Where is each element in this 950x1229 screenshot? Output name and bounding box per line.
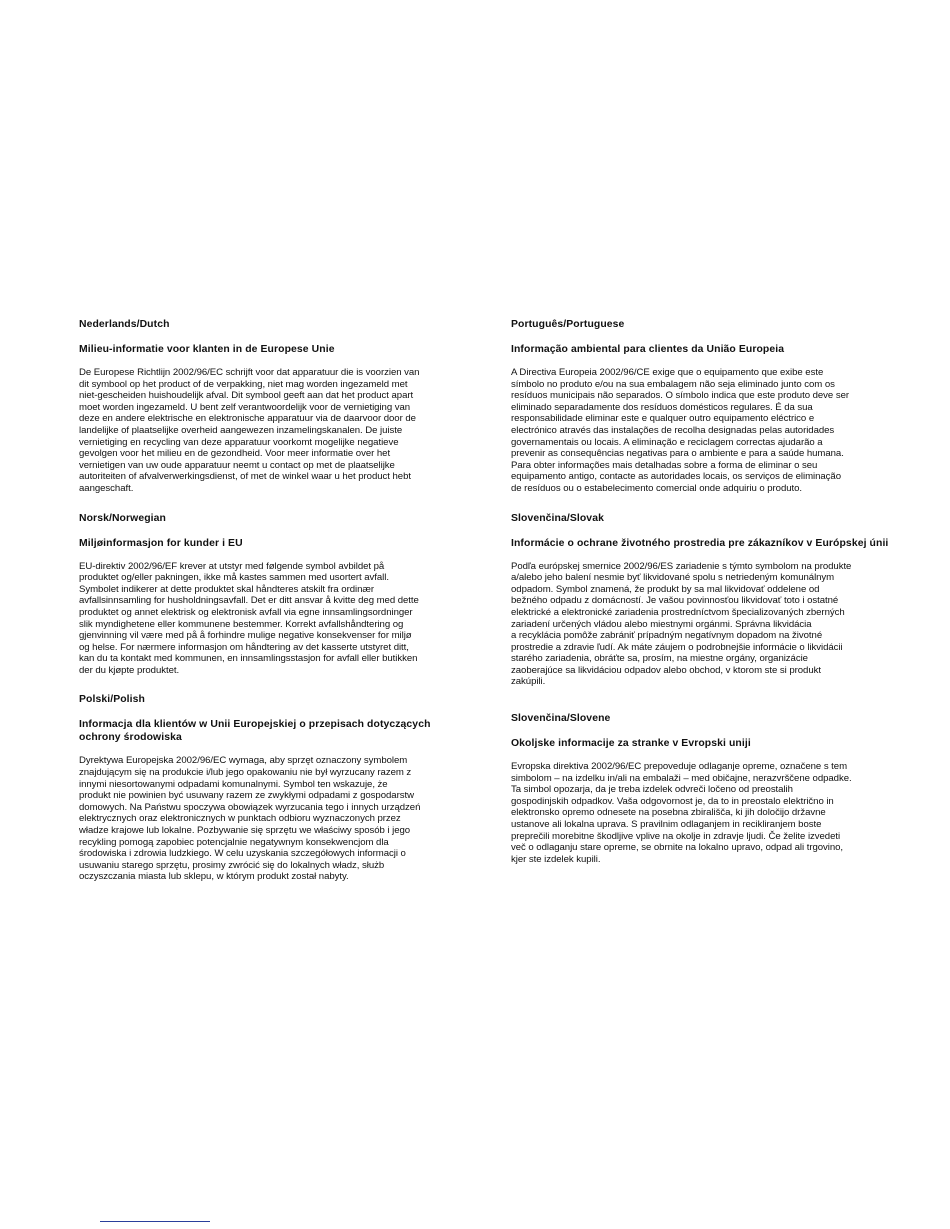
section-body: Podľa európskej smernice 2002/96/ES zariadenie s týmto symbolom na produkte a/alebo jeho balení nesmie byť likvidované spolu s netriedeným komunálnym odpadom. Symbol znamená, že produkt by sa mal likvidovať oddelene od bežného odpadu z domácností. Je vašou povinnosťou likvidovať toto i ostatné elektrické a elektronické zariadenia prostredníctvom špecializovaných zberných zariadení určených vládou alebo miestnymi orgánmi. Správna likvidácia a recyklácia pomôže zabrániť prípadným negatívnym dopadom na životné prostredie a zdravie ľudí. Ak máte záujem o podrobnejšie informácie o likvidácii starého zariadenia, obráťte sa, prosím, na miestne orgány, organizácie zaoberajúce sa likvidáciou odpadov alebo obchod, v ktorom ste si produkt zakúpili.: [511, 560, 852, 688]
section-slovene: [511, 712, 895, 865]
section-body: Dyrektywa Europejska 2002/96/EC wymaga, aby sprzęt oznaczony symbolem znajdującym się na produkcie i/lub jego opakowaniu nie był wyrzucany razem z innymi niesortowanymi odpadami komunalnymi. Symbol ten wskazuje, że produkt nie powinien być usuwany razem ze zwykłymi odpadami z gospodarstw domowych. Na Państwu spoczywa obowiązek wyrzucania tego i innych urządzeń elektrycznych oraz elektronicznych w punktach odbioru wyznaczonych przez władze krajowe lub lokalne. Pozbywanie się sprzętu we właściwy sposób i jego recykling pomogą zapobiec potencjalnie negatywnym konsekwencjom dla środowiska i zdrowia ludzkiego. W celu uzyskania szczegółowych informacji o usuwaniu starego sprzętu, prosimy zwrócić się do lokalnych władz, służb oczyszczania miasta lub sklepu, w którym produkt został nabyty.: [79, 755, 421, 883]
section-body: A Directiva Europeia 2002/96/CE exige que o equipamento que exibe este símbolo no produto e/ou na sua embalagem não seja eliminado junto com os resíduos municipais não separados. O símbolo indica que este produto deve ser eliminado separadamente dos resíduos domésticos regulares. É da sua responsabilidade eliminar este e qualquer outro equipamento eléctrico e electrónico através das instalações de recolha designadas pelas autoridades governamentais ou locais. A eliminação e reciclagem correctas ajudarão a prevenir as consequências negativas para o ambiente e para a saúde humana. Para obter informações mais detalhadas sobre a forma de eliminar o seu equipamento antigo, contacte as autoridades locais, os serviços de eliminação de resíduos ou o estabelecimento comercial onde adquiriu o produto.: [511, 367, 849, 494]
language-label: Polski/Polish: [79, 694, 145, 706]
section-heading: Okoljske informacije za stranke v Evropski uniji: [511, 738, 751, 750]
section-heading: Miljøinformasjon for kunder i EU: [79, 537, 243, 549]
section-heading: Informação ambiental para clientes da União Europeia: [511, 344, 785, 355]
section-slovak: [511, 512, 895, 689]
section-norwegian: [79, 512, 457, 677]
right-column: [511, 318, 895, 865]
language-label: Slovenčina/Slovak: [511, 512, 604, 524]
section-body: De Europese Richtlijn 2002/96/EC schrijft voor dat apparatuur die is voorzien van dit symbool op het product of de verpakking, niet mag worden ingezameld met niet-gescheiden huishoudelijk afval. Dit symbool geeft aan dat het product apart moet worden ingezameld. U bent zelf verantwoordelijk voor de vernietiging van deze en andere elektrische en elektronische apparatuur via de daarvoor door de landelijke of plaatselijke overheid aangewezen inzamelingskanalen. De juiste vernietiging en recycling van deze apparatuur voorkomt mogelijke negatieve gevolgen voor het milieu en de gezondheid. Voor meer informatie over het vernietigen van uw oude apparatuur neemt u contact op met de plaatselijke autoriteiten of afvalverwerkingsdienst, of met de winkel waar u het product hebt aangeschaft.: [79, 367, 420, 494]
section-heading: Informacja dla klientów w Unii Europejskiej o przepisach dotyczących ochrony środowiska: [79, 719, 431, 744]
language-label: Norsk/Norwegian: [79, 512, 166, 524]
section-polish: [79, 693, 457, 883]
section-heading: Informácie o ochrane životného prostredia pre zákazníkov v Európskej únii: [511, 537, 889, 549]
section-body: EU-direktiv 2002/96/EF krever at utstyr med følgende symbol avbildet på produktet og/eller pakningen, ikke må kastes sammen med usortert avfall. Symbolet indikerer at dette produktet skal håndteres atskilt fra ordinær avfallsinnsamling for husholdningsavfall. Det er ditt ansvar å kvitte deg med dette produktet og annet elektrisk og elektronisk avfall via egne innsamlingsordninger slik myndighetene eller kommunene bestemmer. Korrekt avfallshåndtering og gjenvinning vil være med på å forhindre mulige negative konsekvenser for miljø og helse. For nærmere informasjon om håndtering av det kasserte utstyret ditt, kan du ta kontakt med kommunen, en innsamlingsstasjon for avfall eller butikken der du kjøpte produktet.: [79, 560, 419, 676]
language-label: Slovenčina/Slovene: [511, 713, 611, 725]
language-label: Português/Portuguese: [511, 319, 625, 330]
section-heading: Milieu-informatie voor klanten in de Europese Unie: [79, 344, 335, 355]
section-body: Evropska direktiva 2002/96/EC prepoveduje odlaganje opreme, označene s tem simbolom – na izdelku in/ali na embalaži – med običajne, nerazvrščene odpadke. Ta simbol opozarja, da je treba izdelek odvreči ločeno od preostalih gospodinjskih odpadkov. Vaša odgovornost je, da to in preostalo električno in elektronsko opremo odnesete na posebna zbirališča, ki jih določijo državne ustanove ali lokalna uprava. S pravilnim odlaganjem in recikliranjem boste preprečili morebitne škodljive vplive na okolje in zdravje ljudi. Če želite izvedeti več o odlaganju stare opreme, se obrnite na lokalno upravo, odpad ali trgovino, kjer ste izdelek kupili.: [511, 761, 852, 865]
section-portuguese: [511, 318, 895, 495]
language-label: Nederlands/Dutch: [79, 319, 170, 330]
section-dutch: [79, 318, 457, 495]
left-column: [79, 318, 457, 883]
footer-divider: [100, 1221, 210, 1222]
